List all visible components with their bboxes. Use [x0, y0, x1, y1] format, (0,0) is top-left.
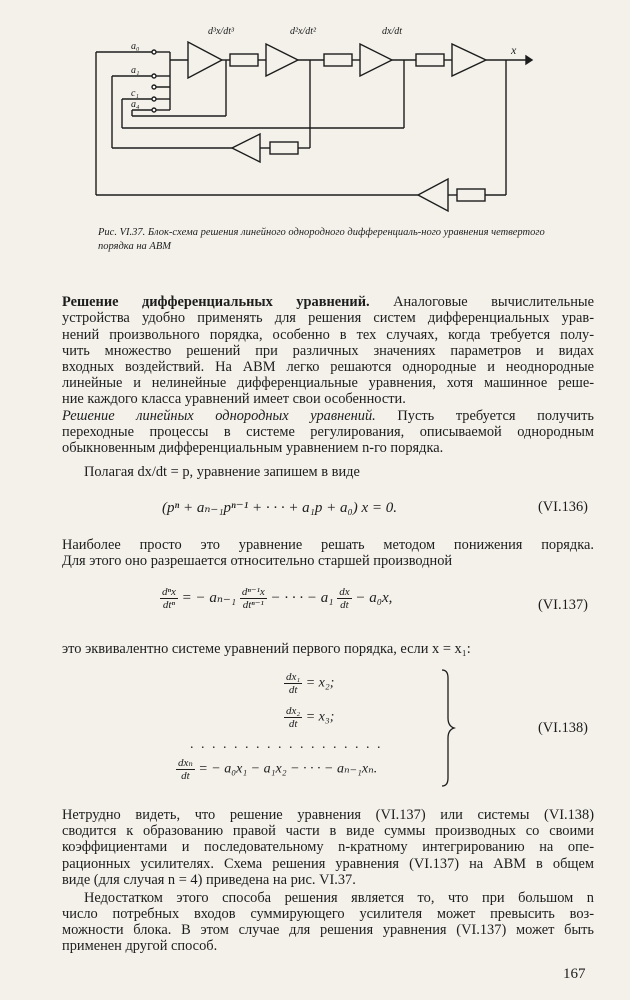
para6-line4: рационных усилителях. Схема решения уравнения (VI.137) на АВМ в общем	[62, 856, 594, 872]
para6-line2: сводится к образованию правой части в виде суммы производных со своими	[62, 823, 594, 839]
integrator-1	[230, 54, 258, 66]
system-brace	[438, 668, 458, 788]
para6-line1: Нетрудно видеть, что решение уравнения (VI.137) или системы (VI.138)	[62, 807, 594, 823]
para7-line4: применен другой способ.	[62, 938, 218, 954]
sys-l2-den: dt	[288, 718, 298, 730]
para6-line5: виде (для случая n = 4) приведена на рис. VI.37.	[62, 872, 356, 888]
para1-rest: Аналоговые вычислительные	[393, 294, 594, 310]
sys-l1-num: dx₁	[286, 671, 301, 683]
label-a1: a₁	[131, 65, 140, 76]
para6-line3: коэффициентами и последовательному n-кратному интегрированию на опе-	[62, 839, 594, 855]
system-dots: . . . . . . . . . . . . . . . . . .	[190, 737, 383, 752]
summing-amplifier	[188, 42, 222, 78]
label-a0: a₀	[131, 41, 140, 52]
eq137-mid1: = − aₙ₋₁	[181, 589, 237, 606]
label-dx: dx/dt	[382, 26, 402, 37]
para1-bold: Решение дифференциальных уравнений.	[62, 294, 370, 310]
eq137-lhs-num: dⁿx	[162, 586, 176, 598]
label-x: x	[511, 43, 517, 57]
eq137-tail: − a₀x,	[355, 589, 393, 606]
para2-rest: Пусть требуется получить	[397, 408, 594, 424]
para5: это эквивалентно системе уравнений первого порядка, если x = x₁:	[62, 641, 471, 657]
sys-l1-den: dt	[288, 684, 298, 696]
label-d3x: d³x/dt³	[208, 26, 234, 37]
para2-line3: обыкновенным дифференциальным уравнением n-го порядка.	[62, 440, 444, 456]
equation-136: (pⁿ + aₙ₋₁pⁿ⁻¹ + · · · + a₁p + a₀) x = 0.	[162, 500, 398, 516]
inverter-2	[360, 44, 392, 76]
para4-line1: Наиболее просто это уравнение решать методом понижения порядка.	[62, 537, 594, 553]
para2-line1	[62, 408, 594, 424]
eq137-f2-den: dtⁿ⁻¹	[242, 599, 264, 611]
inverter-feedback	[418, 179, 448, 211]
integrator-a2	[270, 142, 298, 154]
figure-caption: Рис. VI.37. Блок-схема решения линейного однородного дифференциаль-ного уравнения четвертого порядка на АВМ	[98, 227, 545, 252]
block-diagram	[0, 0, 630, 225]
equation-137	[160, 586, 392, 611]
para1-line6: линейные и нелинейные дифференциальные уравнения, хотя машинное реше-	[62, 375, 594, 391]
para7-line3: можности блока. В этом случае для решения уравнения (VI.137) может быть	[62, 922, 594, 938]
integrator-2	[324, 54, 352, 66]
integrator-feedback	[457, 189, 485, 201]
sys-l3-den: dt	[181, 770, 190, 782]
eq137-f3-den: dt	[340, 599, 349, 611]
para4-line2: Для этого оно разрешается относительно старшей производной	[62, 553, 453, 569]
para1-line5: входных воздействий. На АВМ легко решаются однородные и неоднородные	[62, 359, 594, 375]
para2-line2: переходные процессы в системе регулирования, описываемой однородным	[62, 424, 594, 440]
equation-136-number: (VI.136)	[538, 499, 588, 515]
para1-line3: нений произвольного порядка, особенно в тех случаях, когда требуется полу-	[62, 327, 594, 343]
sys-l2-num: dx₂	[286, 705, 301, 717]
eq137-mid2: − · · · − a₁	[270, 589, 334, 606]
eq137-f3-num: dx	[339, 586, 350, 598]
para3: Полагая dx/dt = p, уравнение запишем в виде	[84, 464, 360, 480]
eq137-lhs-den: dtⁿ	[162, 599, 175, 611]
para1-line1	[62, 294, 594, 310]
label-d2x: d²x/dt²	[290, 26, 316, 37]
sys-l1-rhs: = x₂;	[305, 675, 335, 691]
para1-line4: чить множество решений при различных значениях параметров и видах	[62, 343, 594, 359]
equation-138-number: (VI.138)	[538, 720, 588, 736]
label-a4: a₄	[131, 99, 140, 110]
page-number: 167	[563, 966, 586, 982]
inverter-1	[266, 44, 298, 76]
eq137-f2-num: dⁿ⁻¹x	[241, 586, 265, 598]
para7-line1: Недостатком этого способа решения является то, что при большом n	[84, 890, 594, 906]
system-line-3	[176, 757, 377, 782]
equation-137-number: (VI.137)	[538, 597, 588, 613]
integrator-3	[416, 54, 444, 66]
para2-italic: Решение линейных однородных уравнений.	[62, 408, 376, 424]
para1-line7: ние каждого класса уравнений имеет свои особенности.	[62, 391, 406, 407]
inverter-a2	[232, 134, 260, 162]
system-line-1	[284, 671, 334, 696]
inverter-3	[452, 44, 486, 76]
para7-line2: число потребных входов суммирующего усилителя может превысить воз-	[62, 906, 594, 922]
sys-l3-num: dxₙ	[178, 757, 193, 769]
system-line-2	[284, 705, 334, 730]
sys-l3-rhs: = − a₀x₁ − a₁x₂ − · · · − aₙ₋₁xₙ.	[198, 761, 378, 777]
para1-line2: устройства удобно применять для решения систем дифференциальных урав-	[62, 310, 594, 326]
label-c1: c₁	[131, 88, 139, 99]
sys-l2-rhs: = x₃;	[305, 709, 335, 725]
